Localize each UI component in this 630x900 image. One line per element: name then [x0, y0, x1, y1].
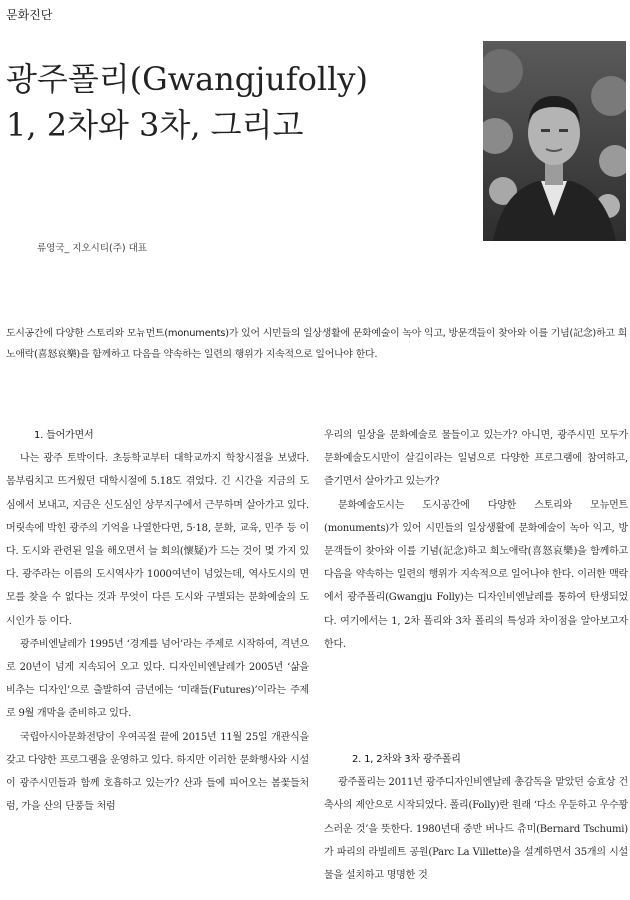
body-paragraph: 광주비엔날레가 1995년 ‘경계를 넘어’라는 주제로 시작하여, 격년으로 20년이 넘게 지속되어 오고 있다. 디자인비엔날레가 2005년 ‘삶을 비추는 디자인’으로 출발하여 금년에는 ‘미래들(Futures)’이라는 주제로 9월 개막을 준비하고 있다. [6, 638, 309, 720]
body-paragraph: 문화예술도시는 도시공간에 다양한 스토리와 모뉴먼트(monuments)가 있어 시민들의 일상생활에 문화예술이 녹아 익고, 방문객들이 찾아와 이를 기념(記念)하고 희노애락(喜怒哀樂)을 함께하고 다음을 약속하는 일련의 행위가 지속적으로 일어나야 한다. 이러한 맥락에서 광주폴리(Gwangju Folly)는 디자인비엔날레를 통하여 탄생되었다. 여기에서는 1, 2차 폴리와 3차 폴리의 특성과 차이점을 알아보고자 한다. [324, 499, 628, 650]
body-paragraph: 나는 광주 토박이다. 초등학교부터 대학교까지 학창시절을 보냈다. 몸부림치고 뜨거웠던 대학시절에 5.18도 겪었다. 긴 시간을 지금의 도심에서 보내고, 지금은 신도심인 상무지구에서 근무하며 살아가고 있다. 머릿속에 박힌 광주의 기억을 나열한다면, 5·18, 문화, 교육, 민주 등 이다. 도시와 관련된 일을 해오면서 늘 회의(懷疑)가 드는 것이 몇 가지 있다. 광주라는 이름의 도시역사가 1000여년이 넘었는데, 역사도시의 면모를 찾을 수 없다는 것과 무엇이 다른 도시와 구별되는 문화예술의 도시인가 등 이다. [6, 453, 309, 627]
section-label: 문화진단 [6, 8, 53, 22]
section-heading-follies: 2. 1, 2차와 3차 광주폴리 [352, 754, 461, 766]
body-paragraph: 국립아시아문화전당이 우여곡절 끝에 2015년 11월 25일 개관식을 갖고 다양한 프로그램을 운영하고 있다. 하지만 이러한 문화행사와 시설이 광주시민들과 함께 호흡하고 있는가? 산과 들에 피어오는 봄꽃들처럼, 가을 산의 단풍들 처럼 [6, 731, 309, 813]
abstract: 도시공간에 다양한 스토리와 모뉴먼트(monuments)가 있어 시민들의 일상생활에 문화예술이 녹아 익고, 방문객들이 찾아와 이를 기념(記念)하고 희노애락(喜怒哀樂)을 함께하고 다음을 약속하는 일련의 행위가 지속적으로 일어나야 한다. [6, 328, 628, 360]
title-line-2: 1, 2차와 3차, 그리고 [6, 106, 304, 144]
author-portrait [483, 41, 626, 241]
title-line-1: 광주폴리(Gwangjufolly) [6, 60, 368, 98]
article-title [6, 56, 466, 148]
section-heading-intro: 1. 들어가면서 [34, 430, 94, 441]
body-paragraph-continued: 우리의 일상을 문화예술로 물들이고 있는가? 아니면, 광주시민 모두가 문화예술도시만이 살길이라는 일념으로 다양한 프로그램에 참여하고, 즐기면서 살아가고 있는가? [324, 430, 628, 488]
author-byline: 류영국_ 지오시티(주) 대표 [37, 243, 147, 254]
right-column [324, 424, 628, 887]
body-paragraph: 광주폴리는 2011년 광주디자인비엔날레 총감독을 맡았던 승효상 건축사의 제안으로 시작되었다. 폴리(Folly)란 원래 ‘다소 우둔하고 우수꽝스러운 것’을 뜻한다. 1980년대 중반 버나드 츄미(Bernard Tschumi)가 파리의 라빌레트 공원(Parc La Villette)을 설계하면서 35개의 시설물을 설치하고 명명한 것 [324, 777, 628, 882]
column-spacer [324, 656, 628, 748]
left-column [6, 424, 309, 818]
